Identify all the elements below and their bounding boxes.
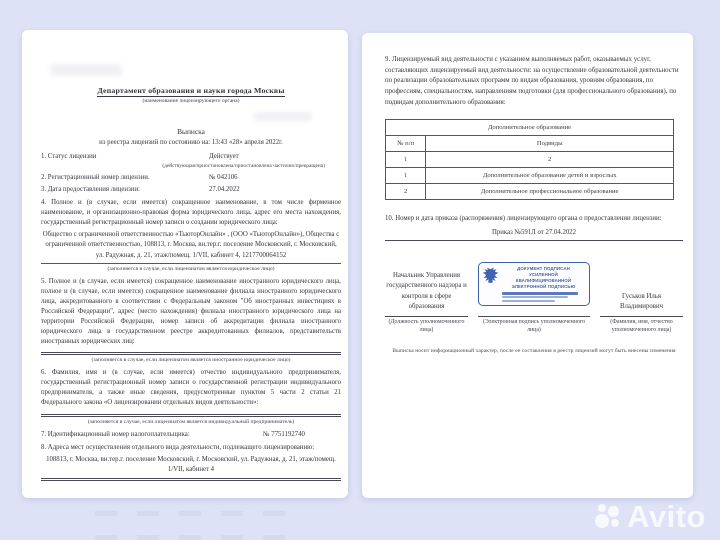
index-cell: 1 [386,151,426,167]
stamp-text-block [502,266,585,302]
item-10-paragraph: 10. Номер и дата приказа (распоряжения) лицензирующего органа о предоставлении лицензии: [385,214,662,222]
electronic-signature-column [478,262,590,335]
electronic-signature-caption: (Электронная подпись уполномоченного лица) [482,318,586,333]
column-header-number: № п/п [386,135,426,151]
table-row [386,183,674,199]
license-status-row [41,153,341,160]
licensee-company-info: Общество с ограниченной ответственностью «ТьюторОнлайн» , (ООО «ТьюторОнлайн»), Общества с ограниченной ответственностью, 108813, г. Москва, вн.тер.г. поселение Московский, г. Московский, ул. Радужная, д. 21, этаж/помещ. 1/VII, кабинет 4, 1217700064152 [41,230,341,264]
stamp-cert-line [502,300,555,302]
activity-address: 108813, г. Москва, вн.тер.г. поселение Московский, г. Московский, ул. Радужная, д. 21, этаж/помещ. 1/VII, кабинет 4 [46,456,336,474]
stamp-certificate-lines [502,292,585,302]
education-subtypes-table [385,119,674,200]
document-title: Выписка [177,127,205,136]
row-number-cell: 1 [386,167,426,183]
table-column-header-row [386,135,674,151]
entrepreneur-caption: (заполняется в случае, если лицензиатом является индивидуальный предприниматель) [87,419,295,426]
license-status-value: Действует [209,153,239,160]
faded-scan-row [95,535,287,540]
table-index-row [386,151,674,167]
license-extract-page-2 [362,33,693,498]
signatory-name-column [600,292,683,335]
signature-line [385,316,468,317]
informational-note: Выписка носит информационный характер, после ее составления в реестр лицензий могут быть внесены изменения [392,347,676,354]
licensing-authority-caption: (наименование лицензирующего органа) [142,98,240,104]
registration-number-value: № 042106 [209,174,238,181]
row-subtype-cell: Дополнительное образование детей и взрослых [426,167,674,183]
license-status-caption: (действующая/приостановлена/приостановлена частично/прекращена) [162,163,325,169]
registration-number-row [41,174,341,181]
license-date-value: 27.04.2022 [209,186,240,193]
position-caption: (Должность уполномоченного лица) [388,318,465,333]
item-8-paragraph: 8. Адреса мест осуществления отдельного вида деятельности, подлежащего лицензированию: [41,444,315,452]
registration-number-label: 2. Регистрационный номер лицензии. [41,174,150,181]
stamp-title-line-3: ЭЛЕКТРОННОЙ ПОДПИСЬЮ [511,283,576,289]
stamp-title-line-1: ДОКУМЕНТ ПОДПИСАН [517,266,570,272]
license-date-label: 3. Дата предоставления лицензии: [41,186,140,193]
inn-row [41,431,341,438]
item-6-paragraph: 6. Фамилия, имя и (в случае, если имеется) отчество индивидуального предпринимателя, государственный регистрационный номер записи о государственной регистрации индивидуального предпринимателя, а также иные сведения, предусмотренные пунктом 5 части 2 статьи 21 Федерального закона «О лицензировании отдельных видов деятельности»: [41,369,341,407]
name-caption: (Фамилия, имя, отчество уполномоченного лица) [610,318,673,333]
inn-value: № 7751192740 [263,431,305,439]
electronic-signature-stamp [478,262,590,306]
license-extract-page-1 [22,30,348,498]
inn-label: 7. Идентификационный номер налогоплательщика: [41,431,190,439]
order-number-value: Приказ №591Л от 27.04.2022 [491,229,577,237]
stamp-cert-line [502,292,578,295]
company-fill-caption: (заполняется в случае, если лицензиатом является юридическое лицо) [107,265,275,272]
item-9-paragraph: 9. Лицензируемый вид деятельности с указанием выполняемых работ, оказываемых услуг, составляющих лицензируемый вид деятельности: на осуществление образовательной деятельности по реализации образовательных программ по видам образования, уровням образования, по профессиям, специальностям, направлениям подготовки (для профессионального образования), по подвидам дополнительного образования: [385,56,679,106]
avito-wordmark: Avito [627,499,706,534]
double-headed-eagle-icon [482,266,499,286]
signatory-position-column [385,271,468,335]
foreign-entity-caption: (заполняется в случае, если лицензиатом является иностранное юридическое лицо) [91,357,291,364]
scan-smudge [254,112,312,121]
item-5-paragraph: 5. Полное и (в случае, если имеется) сокращенное наименование иностранного юридического лица, полное и (в случае, если имеется) сокращенное наименование филиала иностранного юридического лица, аккредитованного в соответствии с Федеральным законом "Об иностранных инвестициях в Российской Федерации", адрес (место нахождения) филиала иностранного юридического лица на территории Российской Федерации, номер записи об аккредитации филиала иностранного юридического лица в государственном реестре аккредитованных филиалов, представительств иностранных юридических лиц: [41,277,341,345]
signature-block [385,262,683,335]
index-cell: 2 [426,151,674,167]
blank-line [41,414,341,417]
table-group-header: Дополнительное образование [386,119,674,135]
blank-line [41,352,341,355]
signature-line [478,316,590,317]
license-date-row [41,186,341,193]
avito-logo-icon [595,503,622,531]
stamp-cert-line [502,296,568,298]
license-status-label: 1. Статус лицензии [41,153,97,160]
table-group-header-row [386,119,674,135]
order-underline [385,240,683,241]
faded-scan-row [95,511,287,516]
row-subtype-cell: Дополнительное профессиональное образование [426,183,674,199]
stamp-title-line-2: УСИЛЕННОЙ КВАЛИФИЦИРОВАННОЙ [515,271,572,283]
address-underline [41,478,341,481]
signatory-position: Начальник Управления государственного надзора и контроля в сфере образования [386,272,467,310]
table-row [386,167,674,183]
row-number-cell: 2 [386,183,426,199]
item-4-paragraph: 4. Полное и (в случае, если имеется) сокращенное наименование, в том числе фирменное наименование, и организационно-правовая форма юридического лица, адрес его места нахождения, государственный регистрационный номер записи о создании юридического лица: [41,199,341,227]
signatory-name: Гуськов Илья Владимирович [619,292,664,310]
column-header-subtypes: Подвиды [426,135,674,151]
document-subtitle: из реестра лицензий по состоянию на: 13:43 «28» апреля 2022г. [99,139,283,146]
signature-line [600,316,683,317]
scan-smudge [50,64,122,76]
licensing-authority-name: Департамент образования и науки города Москвы [97,86,285,95]
avito-watermark [595,499,706,535]
